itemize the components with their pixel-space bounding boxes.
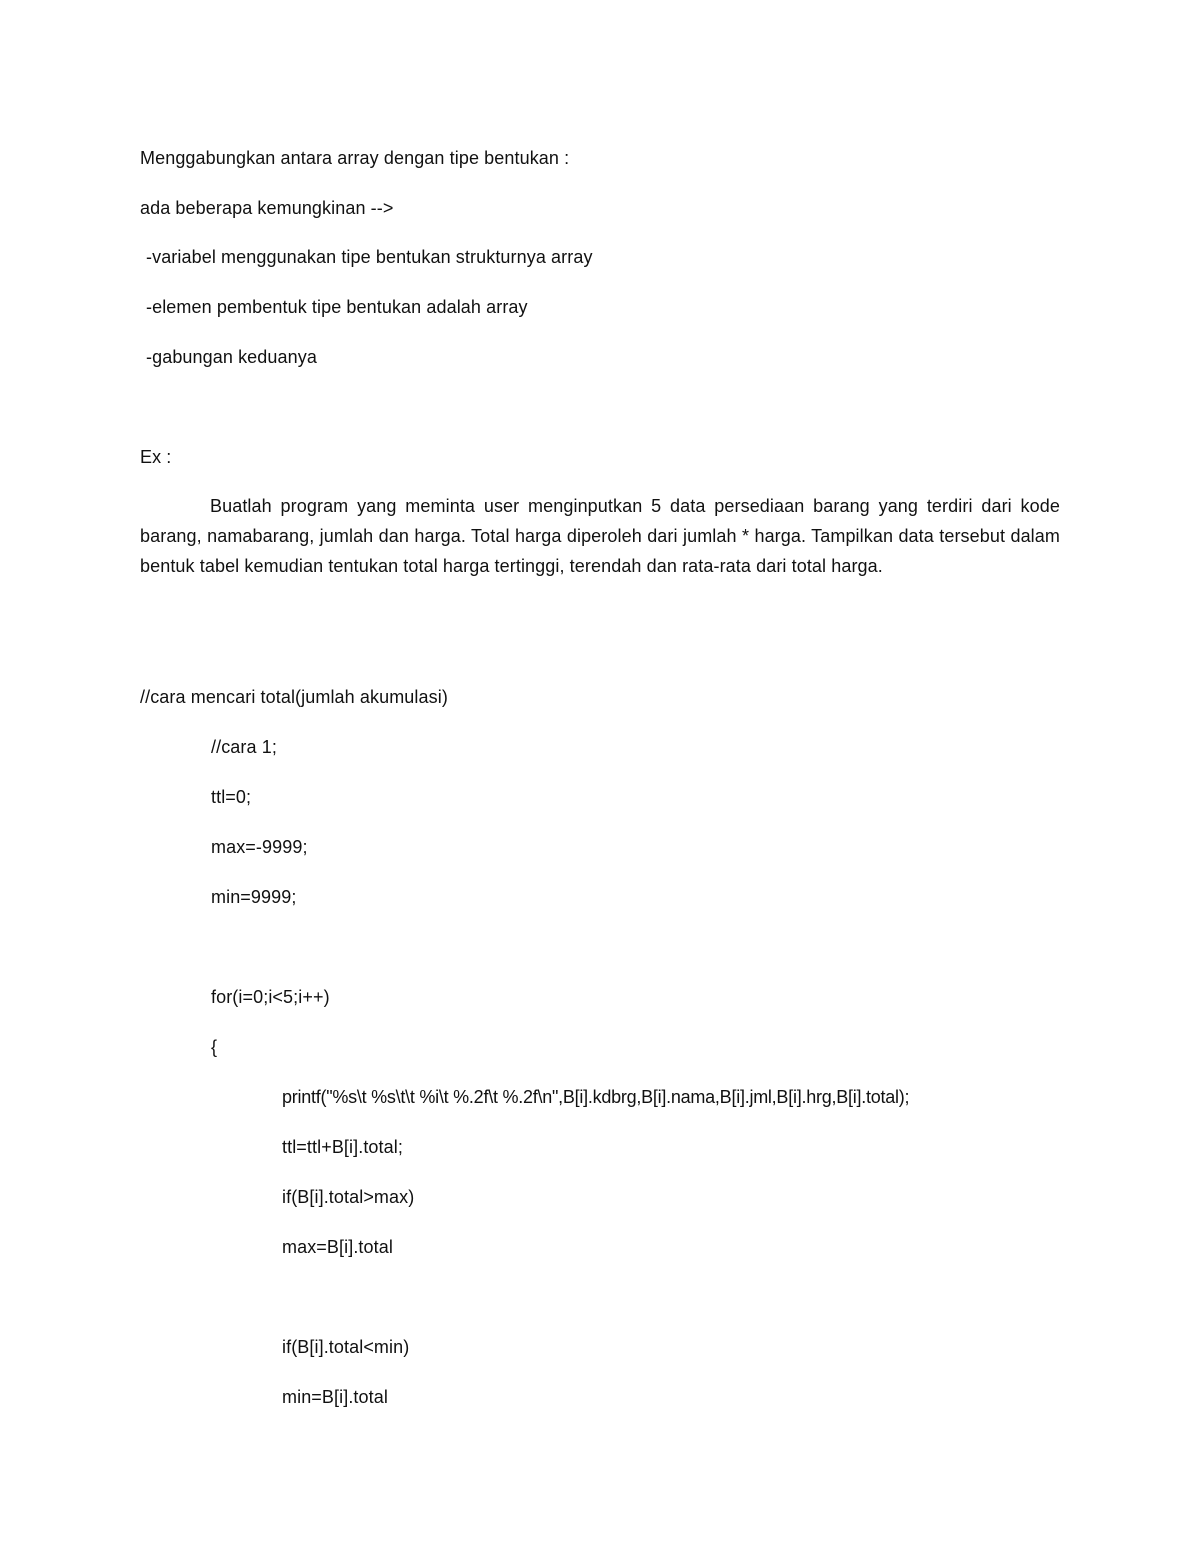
intro-line: ada beberapa kemungkinan -->	[140, 198, 394, 218]
code-line: min=9999;	[211, 887, 297, 907]
code-line: min=B[i].total	[282, 1387, 388, 1407]
code-line: if(B[i].total>max)	[282, 1187, 415, 1207]
code-line: max=B[i].total	[282, 1237, 393, 1257]
code-line: ttl=0;	[211, 787, 252, 807]
code-line: if(B[i].total<min)	[282, 1337, 410, 1357]
bullet-item: -gabungan keduanya	[146, 347, 317, 367]
code-line: max=-9999;	[211, 837, 308, 857]
example-paragraph	[140, 491, 1060, 581]
example-label: Ex :	[140, 447, 172, 467]
code-line: //cara 1;	[211, 737, 277, 757]
code-line: ttl=ttl+B[i].total;	[282, 1137, 403, 1157]
bullet-item: -elemen pembentuk tipe bentukan adalah array	[146, 297, 528, 317]
code-comment: //cara mencari total(jumlah akumulasi)	[140, 687, 448, 707]
example-paragraph-text: Buatlah program yang meminta user menginputkan 5 data persediaan barang yang terdiri dari kode barang, namabarang, jumlah dan harga. Total harga diperoleh dari jumlah * harga. Tampilkan data tersebut dalam bentuk tabel kemudian tentukan total harga tertinggi, terendah dan rata-rata dari total harga.	[140, 496, 1060, 576]
bullet-item: -variabel menggunakan tipe bentukan strukturnya array	[146, 247, 593, 267]
document-heading: Menggabungkan antara array dengan tipe bentukan :	[140, 148, 570, 168]
code-line: for(i=0;i<5;i++)	[211, 987, 330, 1007]
code-line: printf("%s\t %s\t\t %i\t %.2f\t %.2f\n",B[i].kdbrg,B[i].nama,B[i].jml,B[i].hrg,B[i].total);	[282, 1087, 910, 1107]
code-line: {	[211, 1037, 218, 1057]
